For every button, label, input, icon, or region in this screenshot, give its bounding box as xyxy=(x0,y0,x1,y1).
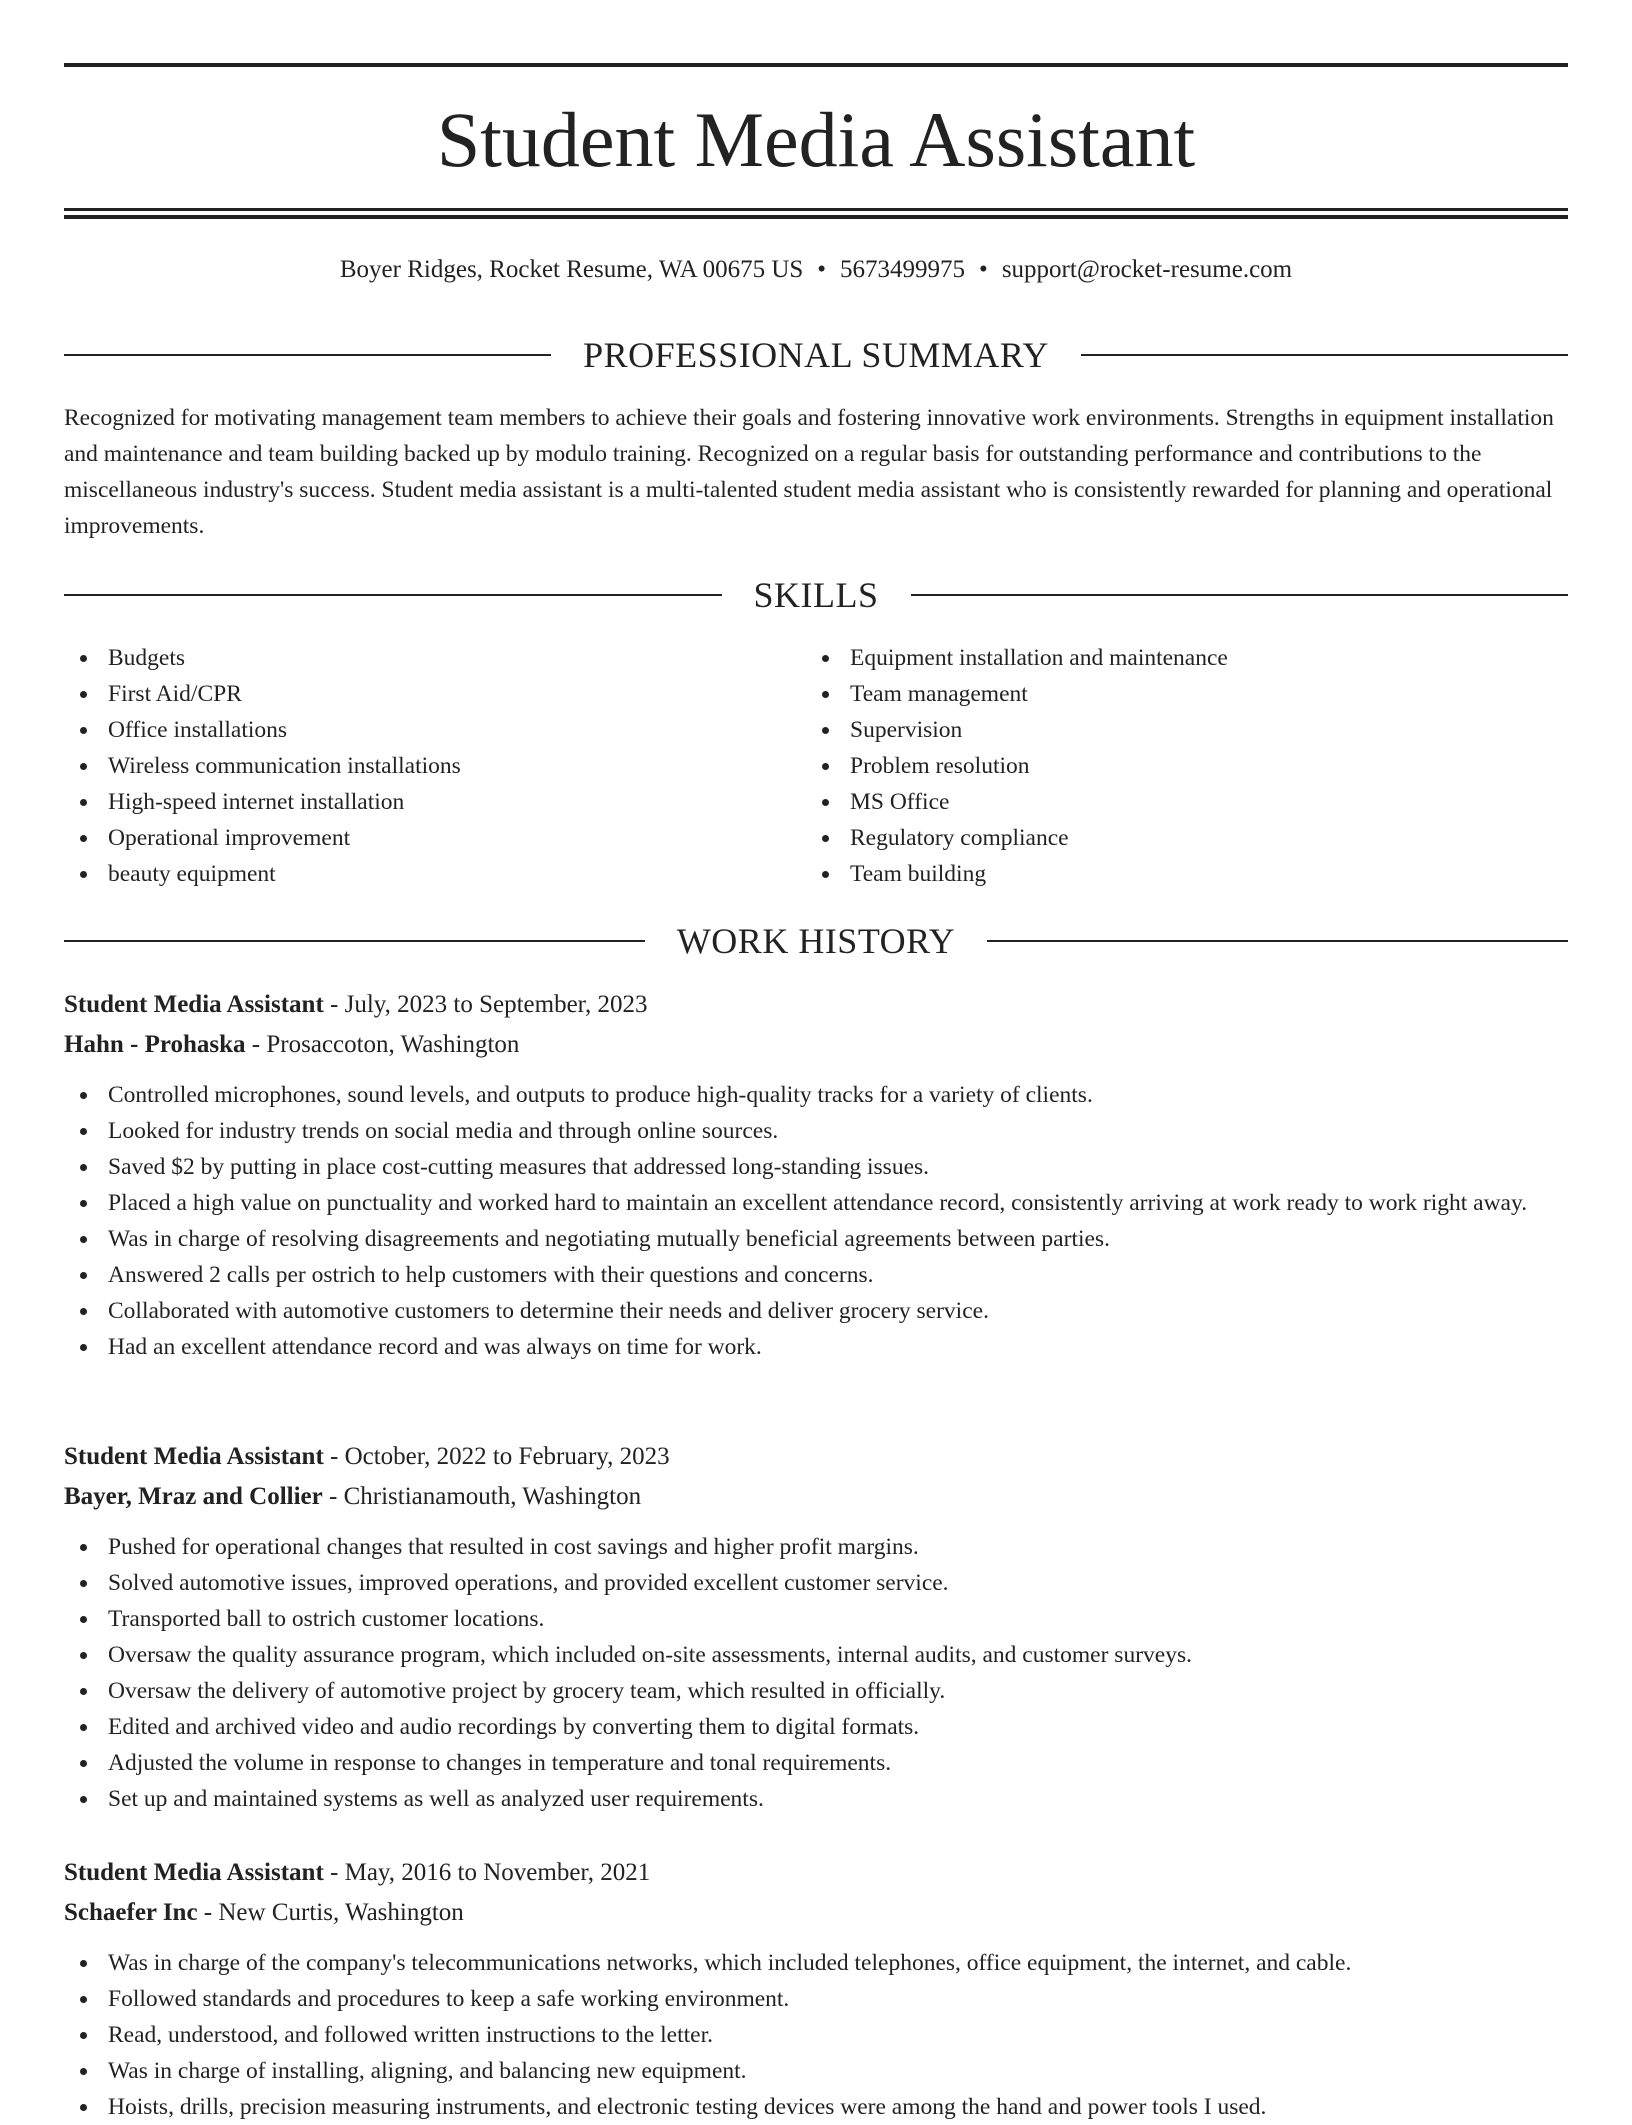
contact-email: support@rocket-resume.com xyxy=(1001,256,1293,283)
job-bullet: Placed a high value on punctuality and worked hard to maintain an excellent attendance record, consistently arriving at work ready to work right away. xyxy=(64,1185,1568,1221)
skill-item: Team management xyxy=(806,676,1546,712)
job-location: - New Curtis, Washington xyxy=(197,1899,464,1926)
skill-item: Budgets xyxy=(64,640,804,676)
job-dates: - July, 2023 to September, 2023 xyxy=(323,991,648,1018)
job-title-line xyxy=(64,1437,1568,1477)
heading-rule-left xyxy=(64,594,722,596)
skill-item: Team building xyxy=(806,856,1546,892)
resume-title: Student Media Assistant xyxy=(436,96,1196,183)
job-bullet: Controlled microphones, sound levels, and outputs to produce high-quality tracks for a variety of clients. xyxy=(64,1077,1568,1113)
contact-separator: • xyxy=(817,256,827,283)
job-title: Student Media Assistant xyxy=(64,1859,324,1886)
job-bullets xyxy=(64,1529,1568,1817)
heading-rule-right xyxy=(987,940,1568,942)
job-company: Hahn - Prohaska xyxy=(64,1031,246,1058)
job-bullet: Pushed for operational changes that resulted in cost savings and higher profit margins. xyxy=(64,1529,1568,1565)
job-bullet: Collaborated with automotive customers to determine their needs and deliver grocery service. xyxy=(64,1293,1568,1329)
job-company: Bayer, Mraz and Collier xyxy=(64,1483,323,1510)
skills-list-right xyxy=(806,640,1546,892)
contact-address: Boyer Ridges, Rocket Resume, WA 00675 US xyxy=(339,256,804,283)
job-bullet: Was in charge of the company's telecommunications networks, which included telephones, office equipment, the internet, and cable. xyxy=(64,1945,1568,1981)
heading-rule-left xyxy=(64,940,645,942)
heading-rule-right xyxy=(911,594,1569,596)
job-entry xyxy=(64,1853,1568,2125)
job-bullet: Oversaw the quality assurance program, which included on-site assessments, internal audits, and customer surveys. xyxy=(64,1637,1568,1673)
job-bullet: Solved automotive issues, improved operations, and provided excellent customer service. xyxy=(64,1565,1568,1601)
job-bullet: Had an excellent attendance record and was always on time for work. xyxy=(64,1329,1568,1365)
contact-separator: • xyxy=(979,256,988,283)
skill-item: MS Office xyxy=(806,784,1546,820)
work-history-section-heading xyxy=(64,919,1568,963)
job-bullet: Answered 2 calls per ostrich to help customers with their questions and concerns. xyxy=(64,1257,1568,1293)
header-top-rule xyxy=(64,63,1568,67)
header-bottom-rule-second xyxy=(64,215,1568,219)
summary-text: Recognized for motivating management team members to achieve their goals and fostering innovative work environments. Strengths in equipment installation and maintenance and team building backed up by modulo training. Recognized on a regular basis for outstanding performance and contributions to the miscellaneous industry's success. Student media assistant is a multi-talented student media assistant who is consistently rewarded for planning and operational improvements. xyxy=(64,405,1554,539)
job-bullets xyxy=(64,1945,1568,2125)
job-company-line xyxy=(64,1025,1568,1065)
skill-item: Equipment installation and maintenance xyxy=(806,640,1546,676)
job-bullets xyxy=(64,1077,1568,1365)
skill-item: Operational improvement xyxy=(64,820,804,856)
skills-heading-label: SKILLS xyxy=(753,575,879,615)
job-bullet: Was in charge of resolving disagreements and negotiating mutually beneficial agreements between parties. xyxy=(64,1221,1568,1257)
job-company-line xyxy=(64,1477,1568,1517)
job-bullet: Followed standards and procedures to keep a safe working environment. xyxy=(64,1981,1568,2017)
job-location: - Christianamouth, Washington xyxy=(322,1483,642,1510)
work-history-heading-label: WORK HISTORY xyxy=(676,921,956,961)
job-entry xyxy=(64,1437,1568,1817)
header-bottom-rule xyxy=(64,208,1568,211)
job-bullet: Looked for industry trends on social media and through online sources. xyxy=(64,1113,1568,1149)
skill-item: Problem resolution xyxy=(806,748,1546,784)
skill-item: Office installations xyxy=(64,712,804,748)
heading-rule-left xyxy=(64,354,551,356)
job-bullet: Saved $2 by putting in place cost-cutting measures that addressed long-standing issues. xyxy=(64,1149,1568,1185)
contact-phone: 5673499975 xyxy=(840,256,966,283)
job-dates: - October, 2022 to February, 2023 xyxy=(323,1443,670,1470)
job-company: Schaefer Inc xyxy=(64,1899,198,1926)
job-title: Student Media Assistant xyxy=(64,991,324,1018)
job-bullet: Hoists, drills, precision measuring instruments, and electronic testing devices were among the hand and power tools I used. xyxy=(64,2089,1568,2125)
job-title-line xyxy=(64,1853,1568,1893)
job-bullet: Read, understood, and followed written instructions to the letter. xyxy=(64,2017,1568,2053)
job-dates: - May, 2016 to November, 2021 xyxy=(323,1859,651,1886)
job-bullet: Edited and archived video and audio recordings by converting them to digital formats. xyxy=(64,1709,1568,1745)
job-title-line xyxy=(64,985,1568,1025)
job-location: - Prosaccoton, Washington xyxy=(245,1031,520,1058)
skills-list-left xyxy=(64,640,804,892)
skill-item: Supervision xyxy=(806,712,1546,748)
skill-item: Regulatory compliance xyxy=(806,820,1546,856)
skill-item: High-speed internet installation xyxy=(64,784,804,820)
job-bullet: Set up and maintained systems as well as analyzed user requirements. xyxy=(64,1781,1568,1817)
summary-section-heading xyxy=(64,333,1568,377)
job-bullet: Was in charge of installing, aligning, and balancing new equipment. xyxy=(64,2053,1568,2089)
heading-rule-right xyxy=(1081,354,1568,356)
job-bullet: Oversaw the delivery of automotive project by grocery team, which resulted in officially. xyxy=(64,1673,1568,1709)
job-bullet: Transported ball to ostrich customer locations. xyxy=(64,1601,1568,1637)
job-company-line xyxy=(64,1893,1568,1933)
job-bullet: Adjusted the volume in response to changes in temperature and tonal requirements. xyxy=(64,1745,1568,1781)
job-entry xyxy=(64,985,1568,1365)
skill-item: First Aid/CPR xyxy=(64,676,804,712)
contact-line xyxy=(64,253,1568,287)
job-title: Student Media Assistant xyxy=(64,1443,324,1470)
summary-heading-label: PROFESSIONAL SUMMARY xyxy=(583,335,1049,375)
skill-item: Wireless communication installations xyxy=(64,748,804,784)
skills-section-heading xyxy=(64,573,1568,617)
skill-item: beauty equipment xyxy=(64,856,804,892)
